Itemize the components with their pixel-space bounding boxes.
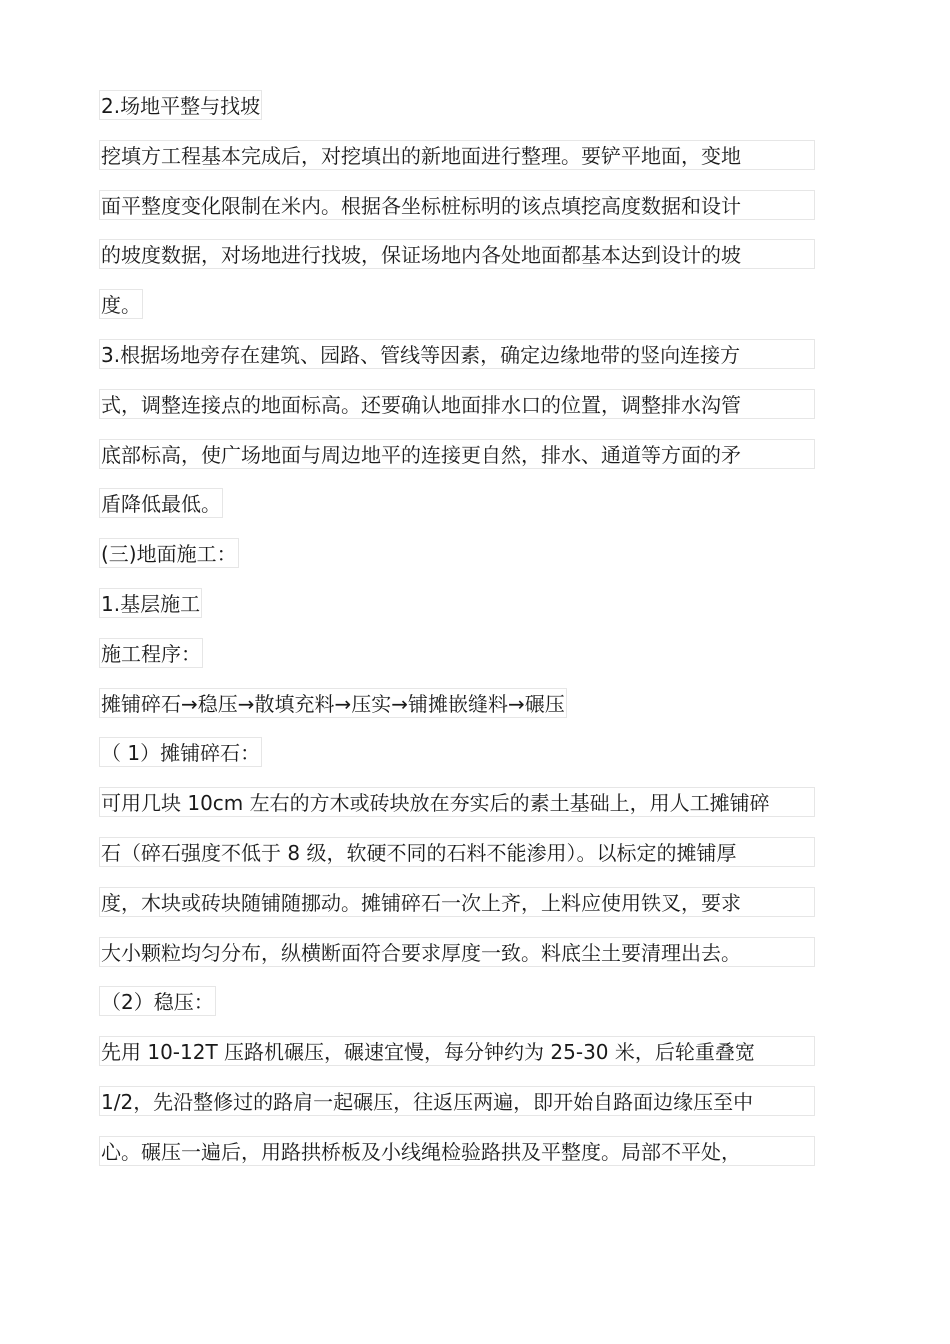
text-line: 底部标高，使广场地面与周边地平的连接更自然，排水、通道等方面的矛 [99,439,815,469]
text-line: 挖填方工程基本完成后，对挖填出的新地面进行整理。要铲平地面，变地 [99,140,815,170]
text-line: 施工程序： [99,638,203,668]
text-line: 度，木块或砖块随铺随挪动。摊铺碎石一次上齐，上料应使用铁叉，要求 [99,887,815,917]
text-line: 摊铺碎石→稳压→散填充料→压实→铺摊嵌缝料→碾压 [99,688,567,718]
text-line: （2）稳压： [99,986,216,1016]
text-line: 1/2，先沿整修过的路肩一起碾压，往返压两遍，即开始自路面边缘压至中 [99,1086,815,1116]
text-line: 心。碾压一遍后，用路拱桥板及小线绳检验路拱及平整度。局部不平处， [99,1136,815,1166]
text-line: 2.场地平整与找坡 [99,90,262,120]
text-line: 可用几块 10cm 左右的方木或砖块放在夯实后的素土基础上，用人工摊铺碎 [99,787,815,817]
text-line: 大小颗粒均匀分布，纵横断面符合要求厚度一致。料底尘土要清理出去。 [99,937,815,967]
text-line: 的坡度数据，对场地进行找坡，保证场地内各处地面都基本达到设计的坡 [99,239,815,269]
text-line: 式，调整连接点的地面标高。还要确认地面排水口的位置，调整排水沟管 [99,389,815,419]
text-line: 面平整度变化限制在米内。根据各坐标桩标明的该点填挖高度数据和设计 [99,190,815,220]
text-line: （ 1）摊铺碎石： [99,737,262,767]
text-line: 盾降低最低。 [99,488,223,518]
text-line: 先用 10-12T 压路机碾压，碾速宜慢，每分钟约为 25-30 米，后轮重叠宽 [99,1036,815,1066]
text-line: (三)地面施工： [99,538,239,568]
text-line: 石（碎石强度不低于 8 级，软硬不同的石料不能渗用）。以标定的摊铺厚 [99,837,815,867]
text-line: 1.基层施工 [99,588,202,618]
text-line: 3.根据场地旁存在建筑、园路、管线等因素，确定边缘地带的竖向连接方 [99,339,815,369]
text-line: 度。 [99,289,143,319]
